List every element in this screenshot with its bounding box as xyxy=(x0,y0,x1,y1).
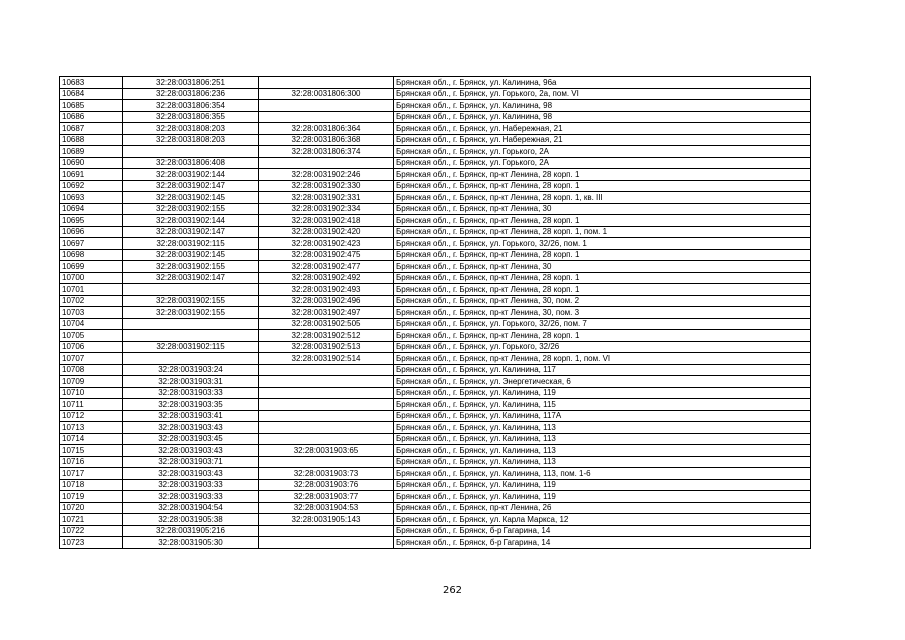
related-cadastral-number-cell xyxy=(259,100,394,112)
related-cadastral-number-cell xyxy=(259,456,394,468)
cadastral-number-cell: 32:28:0031902:145 xyxy=(123,192,259,204)
cadastral-number-cell: 32:28:0031902:147 xyxy=(123,180,259,192)
row-number-cell: 10722 xyxy=(60,525,123,537)
cadastral-number-cell: 32:28:0031902:144 xyxy=(123,169,259,181)
address-cell: Брянская обл., г. Брянск, ул. Энергетическая, 6 xyxy=(394,376,811,388)
row-number-cell: 10687 xyxy=(60,123,123,135)
row-number-cell: 10703 xyxy=(60,307,123,319)
address-cell: Брянская обл., г. Брянск, ул. Калинина, 98 xyxy=(394,100,811,112)
related-cadastral-number-cell: 32:28:0031902:497 xyxy=(259,307,394,319)
row-number-cell: 10709 xyxy=(60,376,123,388)
table-row xyxy=(60,77,811,89)
cadastral-number-cell xyxy=(123,330,259,342)
cadastral-number-cell: 32:28:0031905:216 xyxy=(123,525,259,537)
row-number-cell: 10693 xyxy=(60,192,123,204)
table-row xyxy=(60,537,811,549)
related-cadastral-number-cell xyxy=(259,537,394,549)
row-number-cell: 10694 xyxy=(60,203,123,215)
address-cell: Брянская обл., г. Брянск, ул. Горького, 32/26 xyxy=(394,341,811,353)
row-number-cell: 10690 xyxy=(60,157,123,169)
row-number-cell: 10716 xyxy=(60,456,123,468)
row-number-cell: 10711 xyxy=(60,399,123,411)
cadastral-number-cell: 32:28:0031903:71 xyxy=(123,456,259,468)
address-cell: Брянская обл., г. Брянск, ул. Калинина, 119 xyxy=(394,479,811,491)
cadastral-number-cell: 32:28:0031903:43 xyxy=(123,468,259,480)
related-cadastral-number-cell xyxy=(259,111,394,123)
related-cadastral-number-cell xyxy=(259,422,394,434)
address-cell: Брянская обл., г. Брянск, ул. Горького, 2А xyxy=(394,157,811,169)
page-number: 262 xyxy=(442,585,463,596)
related-cadastral-number-cell xyxy=(259,410,394,422)
address-cell: Брянская обл., г. Брянск, пр-кт Ленина, 28 корп. 1, кв. III xyxy=(394,192,811,204)
table-row xyxy=(60,456,811,468)
table-row xyxy=(60,192,811,204)
cadastral-number-cell: 32:28:0031903:33 xyxy=(123,491,259,503)
address-cell: Брянская обл., г. Брянск, ул. Калинина, 113 xyxy=(394,433,811,445)
address-cell: Брянская обл., г. Брянск, пр-кт Ленина, 28 корп. 1 xyxy=(394,272,811,284)
address-cell: Брянская обл., г. Брянск, пр-кт Ленина, 28 корп. 1, пом. VI xyxy=(394,353,811,365)
registry-table xyxy=(59,76,811,549)
row-number-cell: 10701 xyxy=(60,284,123,296)
table-row xyxy=(60,387,811,399)
related-cadastral-number-cell xyxy=(259,387,394,399)
address-cell: Брянская обл., г. Брянск, пр-кт Ленина, 30, пом. 3 xyxy=(394,307,811,319)
table-row xyxy=(60,502,811,514)
related-cadastral-number-cell: 32:28:0031902:492 xyxy=(259,272,394,284)
cadastral-number-cell xyxy=(123,146,259,158)
row-number-cell: 10698 xyxy=(60,249,123,261)
table-row xyxy=(60,341,811,353)
address-cell: Брянская обл., г. Брянск, ул. Горького, 2а, пом. VI xyxy=(394,88,811,100)
table-row xyxy=(60,295,811,307)
table-row xyxy=(60,410,811,422)
table-row xyxy=(60,491,811,503)
address-cell: Брянская обл., г. Брянск, ул. Калинина, 119 xyxy=(394,491,811,503)
row-number-cell: 10710 xyxy=(60,387,123,399)
row-number-cell: 10689 xyxy=(60,146,123,158)
related-cadastral-number-cell: 32:28:0031902:496 xyxy=(259,295,394,307)
cadastral-number-cell: 32:28:0031806:236 xyxy=(123,88,259,100)
address-cell: Брянская обл., г. Брянск, ул. Калинина, 115 xyxy=(394,399,811,411)
cadastral-number-cell xyxy=(123,353,259,365)
row-number-cell: 10699 xyxy=(60,261,123,273)
row-number-cell: 10697 xyxy=(60,238,123,250)
related-cadastral-number-cell: 32:28:0031903:77 xyxy=(259,491,394,503)
table-row xyxy=(60,215,811,227)
related-cadastral-number-cell: 32:28:0031902:514 xyxy=(259,353,394,365)
address-cell: Брянская обл., г. Брянск, ул. Калинина, 113 xyxy=(394,445,811,457)
row-number-cell: 10705 xyxy=(60,330,123,342)
table-row xyxy=(60,468,811,480)
related-cadastral-number-cell: 32:28:0031806:300 xyxy=(259,88,394,100)
cadastral-number-cell: 32:28:0031902:155 xyxy=(123,295,259,307)
table-row xyxy=(60,146,811,158)
row-number-cell: 10688 xyxy=(60,134,123,146)
address-cell: Брянская обл., г. Брянск, пр-кт Ленина, 28 корп. 1 xyxy=(394,249,811,261)
cadastral-number-cell: 32:28:0031903:33 xyxy=(123,479,259,491)
related-cadastral-number-cell: 32:28:0031902:475 xyxy=(259,249,394,261)
related-cadastral-number-cell: 32:28:0031902:246 xyxy=(259,169,394,181)
cadastral-number-cell xyxy=(123,284,259,296)
related-cadastral-number-cell xyxy=(259,77,394,89)
row-number-cell: 10696 xyxy=(60,226,123,238)
row-number-cell: 10684 xyxy=(60,88,123,100)
related-cadastral-number-cell xyxy=(259,525,394,537)
cadastral-number-cell: 32:28:0031903:35 xyxy=(123,399,259,411)
address-cell: Брянская обл., г. Брянск, ул. Калинина, 119 xyxy=(394,387,811,399)
cadastral-number-cell: 32:28:0031905:38 xyxy=(123,514,259,526)
address-cell: Брянская обл., г. Брянск, б-р Гагарина, 14 xyxy=(394,537,811,549)
address-cell: Брянская обл., г. Брянск, ул. Горького, 32/26, пом. 1 xyxy=(394,238,811,250)
related-cadastral-number-cell xyxy=(259,399,394,411)
address-cell: Брянская обл., г. Брянск, пр-кт Ленина, 28 корп. 1 xyxy=(394,180,811,192)
table-row xyxy=(60,433,811,445)
table-row xyxy=(60,284,811,296)
related-cadastral-number-cell: 32:28:0031902:334 xyxy=(259,203,394,215)
table-row xyxy=(60,134,811,146)
table-row xyxy=(60,100,811,112)
address-cell: Брянская обл., г. Брянск, ул. Набережная, 21 xyxy=(394,134,811,146)
table-row xyxy=(60,157,811,169)
table-row xyxy=(60,307,811,319)
address-cell: Брянская обл., г. Брянск, ул. Калинина, 113 xyxy=(394,456,811,468)
related-cadastral-number-cell xyxy=(259,376,394,388)
address-cell: Брянская обл., г. Брянск, пр-кт Ленина, 28 корп. 1, пом. 1 xyxy=(394,226,811,238)
cadastral-number-cell: 32:28:0031902:147 xyxy=(123,272,259,284)
table-row xyxy=(60,479,811,491)
address-cell: Брянская обл., г. Брянск, пр-кт Ленина, 28 корп. 1 xyxy=(394,284,811,296)
address-cell: Брянская обл., г. Брянск, ул. Горького, 2А xyxy=(394,146,811,158)
row-number-cell: 10720 xyxy=(60,502,123,514)
row-number-cell: 10704 xyxy=(60,318,123,330)
cadastral-number-cell: 32:28:0031902:144 xyxy=(123,215,259,227)
address-cell: Брянская обл., г. Брянск, пр-кт Ленина, 30 xyxy=(394,203,811,215)
related-cadastral-number-cell: 32:28:0031902:505 xyxy=(259,318,394,330)
address-cell: Брянская обл., г. Брянск, пр-кт Ленина, 28 корп. 1 xyxy=(394,215,811,227)
table-row xyxy=(60,88,811,100)
address-cell: Брянская обл., г. Брянск, ул. Карла Маркса, 12 xyxy=(394,514,811,526)
address-cell: Брянская обл., г. Брянск, пр-кт Ленина, 28 корп. 1 xyxy=(394,169,811,181)
cadastral-number-cell: 32:28:0031808:203 xyxy=(123,123,259,135)
cadastral-number-cell xyxy=(123,318,259,330)
address-cell: Брянская обл., г. Брянск, пр-кт Ленина, 30 xyxy=(394,261,811,273)
row-number-cell: 10718 xyxy=(60,479,123,491)
address-cell: Брянская обл., г. Брянск, ул. Калинина, 117 xyxy=(394,364,811,376)
cadastral-number-cell: 32:28:0031902:155 xyxy=(123,203,259,215)
address-cell: Брянская обл., г. Брянск, пр-кт Ленина, 30, пом. 2 xyxy=(394,295,811,307)
address-cell: Брянская обл., г. Брянск, ул. Калинина, 113, пом. 1-6 xyxy=(394,468,811,480)
related-cadastral-number-cell: 32:28:0031902:423 xyxy=(259,238,394,250)
table-row xyxy=(60,330,811,342)
cadastral-number-cell: 32:28:0031806:355 xyxy=(123,111,259,123)
related-cadastral-number-cell xyxy=(259,364,394,376)
cadastral-number-cell: 32:28:0031902:155 xyxy=(123,261,259,273)
table-row xyxy=(60,376,811,388)
row-number-cell: 10706 xyxy=(60,341,123,353)
row-number-cell: 10691 xyxy=(60,169,123,181)
row-number-cell: 10715 xyxy=(60,445,123,457)
cadastral-number-cell: 32:28:0031902:147 xyxy=(123,226,259,238)
row-number-cell: 10717 xyxy=(60,468,123,480)
row-number-cell: 10708 xyxy=(60,364,123,376)
table-row xyxy=(60,249,811,261)
related-cadastral-number-cell: 32:28:0031904:53 xyxy=(259,502,394,514)
cadastral-number-cell: 32:28:0031903:41 xyxy=(123,410,259,422)
table-row xyxy=(60,238,811,250)
row-number-cell: 10707 xyxy=(60,353,123,365)
related-cadastral-number-cell: 32:28:0031806:368 xyxy=(259,134,394,146)
cadastral-number-cell: 32:28:0031903:33 xyxy=(123,387,259,399)
related-cadastral-number-cell: 32:28:0031902:330 xyxy=(259,180,394,192)
row-number-cell: 10723 xyxy=(60,537,123,549)
address-cell: Брянская обл., г. Брянск, б-р Гагарина, 14 xyxy=(394,525,811,537)
cadastral-number-cell: 32:28:0031806:354 xyxy=(123,100,259,112)
table-row xyxy=(60,364,811,376)
related-cadastral-number-cell: 32:28:0031902:331 xyxy=(259,192,394,204)
related-cadastral-number-cell: 32:28:0031902:418 xyxy=(259,215,394,227)
address-cell: Брянская обл., г. Брянск, пр-кт Ленина, 28 корп. 1 xyxy=(394,330,811,342)
address-cell: Брянская обл., г. Брянск, ул. Калинина, 117А xyxy=(394,410,811,422)
cadastral-number-cell: 32:28:0031904:54 xyxy=(123,502,259,514)
row-number-cell: 10721 xyxy=(60,514,123,526)
table-row xyxy=(60,203,811,215)
related-cadastral-number-cell: 32:28:0031902:477 xyxy=(259,261,394,273)
cadastral-number-cell: 32:28:0031806:408 xyxy=(123,157,259,169)
row-number-cell: 10692 xyxy=(60,180,123,192)
address-cell: Брянская обл., г. Брянск, ул. Калинина, 98 xyxy=(394,111,811,123)
table-row xyxy=(60,422,811,434)
cadastral-number-cell: 32:28:0031902:115 xyxy=(123,341,259,353)
related-cadastral-number-cell xyxy=(259,433,394,445)
table-row xyxy=(60,261,811,273)
cadastral-number-cell: 32:28:0031902:155 xyxy=(123,307,259,319)
row-number-cell: 10683 xyxy=(60,77,123,89)
cadastral-number-cell: 32:28:0031902:145 xyxy=(123,249,259,261)
table-row xyxy=(60,123,811,135)
cadastral-number-cell: 32:28:0031806:251 xyxy=(123,77,259,89)
table-row xyxy=(60,272,811,284)
address-cell: Брянская обл., г. Брянск, пр-кт Ленина, 26 xyxy=(394,502,811,514)
related-cadastral-number-cell: 32:28:0031903:73 xyxy=(259,468,394,480)
row-number-cell: 10702 xyxy=(60,295,123,307)
table-row xyxy=(60,514,811,526)
cadastral-number-cell: 32:28:0031903:31 xyxy=(123,376,259,388)
row-number-cell: 10714 xyxy=(60,433,123,445)
related-cadastral-number-cell: 32:28:0031903:65 xyxy=(259,445,394,457)
related-cadastral-number-cell xyxy=(259,157,394,169)
address-cell: Брянская обл., г. Брянск, ул. Горького, 32/26, пом. 7 xyxy=(394,318,811,330)
cadastral-number-cell: 32:28:0031903:24 xyxy=(123,364,259,376)
cadastral-number-cell: 32:28:0031903:45 xyxy=(123,433,259,445)
cadastral-number-cell: 32:28:0031903:43 xyxy=(123,422,259,434)
row-number-cell: 10686 xyxy=(60,111,123,123)
related-cadastral-number-cell: 32:28:0031902:513 xyxy=(259,341,394,353)
table-row xyxy=(60,169,811,181)
table-row xyxy=(60,525,811,537)
related-cadastral-number-cell: 32:28:0031806:374 xyxy=(259,146,394,158)
table-row xyxy=(60,353,811,365)
table-row xyxy=(60,226,811,238)
cadastral-number-cell: 32:28:0031808:203 xyxy=(123,134,259,146)
row-number-cell: 10700 xyxy=(60,272,123,284)
table-row xyxy=(60,445,811,457)
table-row xyxy=(60,111,811,123)
address-cell: Брянская обл., г. Брянск, ул. Калинина, 96а xyxy=(394,77,811,89)
row-number-cell: 10713 xyxy=(60,422,123,434)
cadastral-number-cell: 32:28:0031902:115 xyxy=(123,238,259,250)
address-cell: Брянская обл., г. Брянск, ул. Калинина, 113 xyxy=(394,422,811,434)
related-cadastral-number-cell: 32:28:0031806:364 xyxy=(259,123,394,135)
row-number-cell: 10695 xyxy=(60,215,123,227)
cadastral-number-cell: 32:28:0031905:30 xyxy=(123,537,259,549)
row-number-cell: 10719 xyxy=(60,491,123,503)
table-row xyxy=(60,399,811,411)
address-cell: Брянская обл., г. Брянск, ул. Набережная, 21 xyxy=(394,123,811,135)
row-number-cell: 10712 xyxy=(60,410,123,422)
related-cadastral-number-cell: 32:28:0031903:76 xyxy=(259,479,394,491)
related-cadastral-number-cell: 32:28:0031905:143 xyxy=(259,514,394,526)
table-row xyxy=(60,180,811,192)
table-row xyxy=(60,318,811,330)
cadastral-number-cell: 32:28:0031903:43 xyxy=(123,445,259,457)
related-cadastral-number-cell: 32:28:0031902:512 xyxy=(259,330,394,342)
related-cadastral-number-cell: 32:28:0031902:420 xyxy=(259,226,394,238)
row-number-cell: 10685 xyxy=(60,100,123,112)
registry-table-body xyxy=(60,77,811,549)
related-cadastral-number-cell: 32:28:0031902:493 xyxy=(259,284,394,296)
